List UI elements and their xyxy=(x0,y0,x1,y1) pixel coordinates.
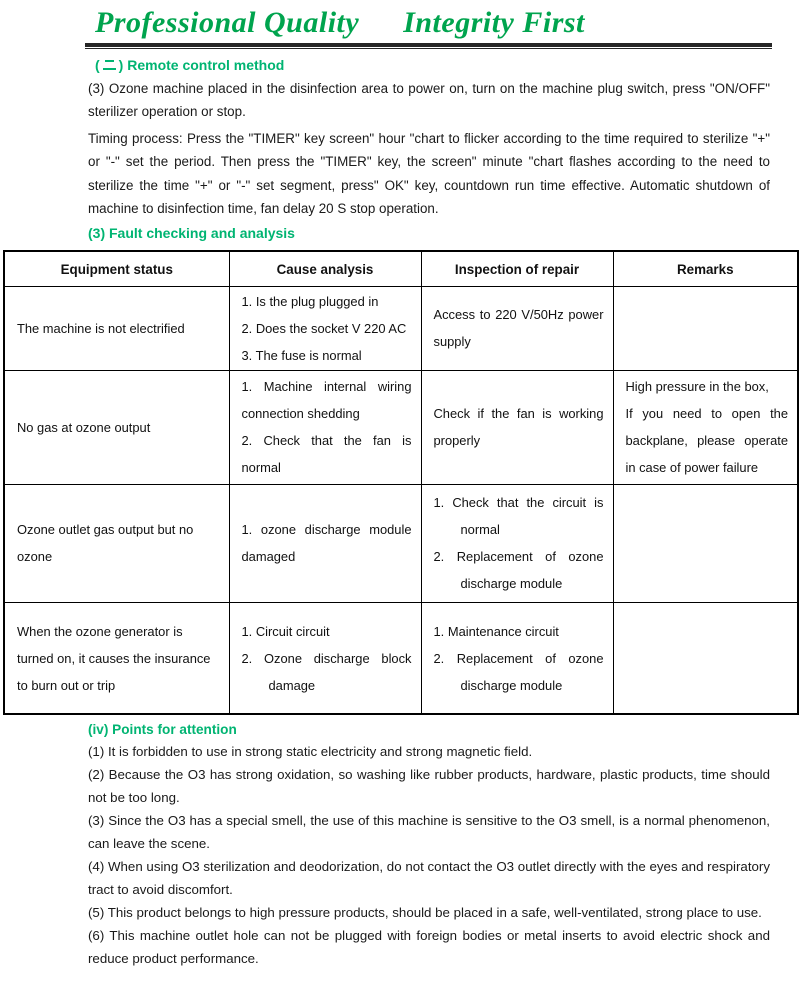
table-row xyxy=(4,602,798,714)
cell-inspection xyxy=(421,602,613,714)
table-header-row xyxy=(4,251,798,286)
table-row xyxy=(4,484,798,602)
status-text: The machine is not electrified xyxy=(17,320,185,336)
cell-cause xyxy=(229,286,421,370)
cjk-two-glyph xyxy=(103,59,116,70)
remarks-item: If you need to open the backplane, please operate in case of power failure xyxy=(625,406,788,476)
cause-item: 2. Does the socket V 220 AC xyxy=(241,320,407,336)
remote-control-heading xyxy=(95,56,800,74)
cause-item: 1. Machine internal wiring connection shedding xyxy=(241,379,412,422)
cell-cause xyxy=(229,370,421,484)
cause-item: 2. Check that the fan is normal xyxy=(241,433,412,476)
remote-heading-text: ) Remote control method xyxy=(118,57,285,73)
cell-status xyxy=(4,286,229,370)
status-text: No gas at ozone output xyxy=(17,419,151,435)
remote-heading-open-paren: ( xyxy=(95,57,100,73)
remarks-item: High pressure in the box, xyxy=(625,379,769,395)
cell-remarks xyxy=(613,484,798,602)
header-remarks: Remarks xyxy=(613,251,798,286)
cause-item: 1. Is the plug plugged in xyxy=(241,293,379,309)
attention-item: (5) This product belongs to high pressure products, should be placed in a safe, well-ventilated, strong place to use. xyxy=(88,905,762,921)
inspection-item: 1. Check that the circuit is normal xyxy=(433,495,604,538)
cell-cause xyxy=(229,484,421,602)
page-title-right: Integrity First xyxy=(403,6,585,39)
cell-status xyxy=(4,484,229,602)
cell-remarks xyxy=(613,286,798,370)
cell-inspection xyxy=(421,286,613,370)
title-divider-rule xyxy=(85,43,772,49)
cell-cause xyxy=(229,602,421,714)
table-row xyxy=(4,286,798,370)
attention-list xyxy=(88,740,770,970)
inspection-item: Check if the fan is working properly xyxy=(433,406,604,449)
page-title xyxy=(95,6,800,40)
points-for-attention-heading: (iv) Points for attention xyxy=(88,722,237,738)
inspection-item: 2. Replacement of ozone discharge module xyxy=(433,650,604,693)
cell-remarks xyxy=(613,602,798,714)
paragraph-ozone-power-on: (3) Ozone machine placed in the disinfection area to power on, turn on the machine plug switch, press "ON/OFF" sterilizer operation or stop. xyxy=(88,81,770,120)
attention-item: (6) This machine outlet hole can not be plugged with foreign bodies or metal inserts to avoid electric shock and reduce product performance. xyxy=(88,928,770,967)
cause-item: 1. Circuit circuit xyxy=(241,623,330,639)
page-title-left: Professional Quality xyxy=(95,6,360,39)
cause-item: 3. The fuse is normal xyxy=(241,347,362,363)
cell-status xyxy=(4,602,229,714)
fault-checking-heading: (3) Fault checking and analysis xyxy=(88,225,295,242)
inspection-item: 1. Maintenance circuit xyxy=(433,623,559,639)
cause-item: 1. ozone discharge module damaged xyxy=(241,522,412,565)
attention-item: (3) Since the O3 has a special smell, the use of this machine is sensitive to the O3 smell, is a normal phenomenon, can leave the scene. xyxy=(88,813,770,852)
attention-item: (2) Because the O3 has strong oxidation, so washing like rubber products, hardware, plastic products, time should not be too long. xyxy=(88,767,770,806)
manual-page xyxy=(0,6,800,970)
cause-item: 2. Ozone discharge block damage xyxy=(241,650,412,693)
cell-status xyxy=(4,370,229,484)
inspection-item: Access to 220 V/50Hz power supply xyxy=(433,307,604,350)
header-cause-analysis: Cause analysis xyxy=(229,251,421,286)
status-text: Ozone outlet gas output but no ozone xyxy=(17,522,194,565)
cell-inspection xyxy=(421,484,613,602)
cell-inspection xyxy=(421,370,613,484)
inspection-item: 2. Replacement of ozone discharge module xyxy=(433,549,604,592)
attention-item: (1) It is forbidden to use in strong static electricity and strong magnetic field. xyxy=(88,744,533,760)
status-text: When the ozone generator is turned on, it causes the insurance to burn out or trip xyxy=(17,623,211,693)
paragraph-timing-process: Timing process: Press the "TIMER" key screen" hour "chart to flicker according to the time required to sterilize "+" or "-" set the period. Then press the "TIMER" key, the screen" minute "chart flashes according to the need to sterilize the time "+" or "-" set segment, press" OK" key, countdown run time effective. Automatic shutdown of machine to disinfection time, fan delay 20 S stop operation. xyxy=(88,130,770,217)
table-row xyxy=(4,370,798,484)
cell-remarks xyxy=(613,370,798,484)
attention-item: (4) When using O3 sterilization and deodorization, do not contact the O3 outlet directly with the eyes and respiratory tract to avoid discomfort. xyxy=(88,859,770,898)
fault-checking-table xyxy=(3,250,799,715)
header-inspection-of-repair: Inspection of repair xyxy=(421,251,613,286)
header-equipment-status: Equipment status xyxy=(4,251,229,286)
